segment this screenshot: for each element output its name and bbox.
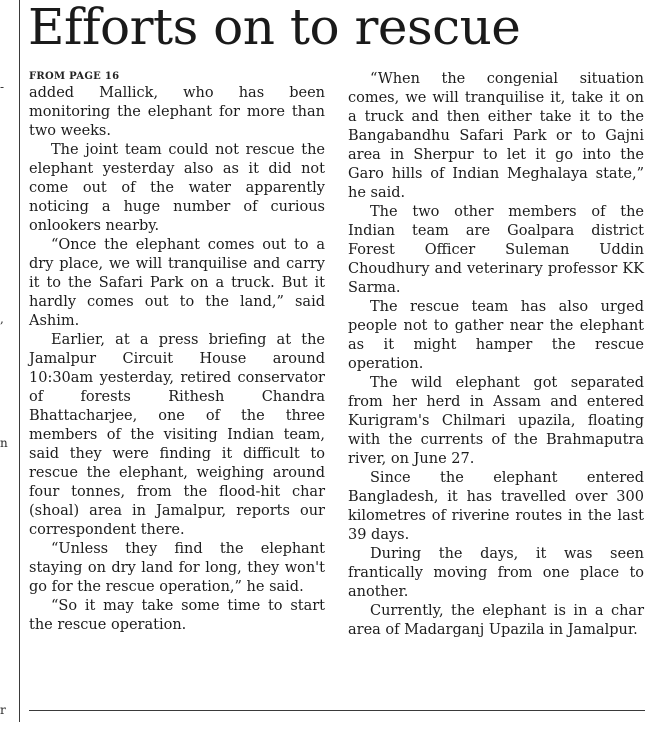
margin-text-fragment: , [0, 312, 4, 326]
paragraph: Since the elephant entered Bangladesh, it has travelled over 300 kilometres of riverine routes in the last 39 days. [348, 470, 644, 543]
paragraph: added Mallick, who has been monitoring the elephant for more than two weeks. [29, 85, 325, 139]
column-divider-rule [19, 0, 20, 722]
paragraph: The two other members of the Indian team are Goalpara district Forest Officer Suleman Uddin Choudhury and veterinary professor KK Sarma. [348, 204, 644, 296]
paragraph: Currently, the elephant is in a char area of Madarganj Upazila in Jamalpur. [348, 603, 644, 638]
paragraph: “Unless they find the elephant staying on dry land for long, they won't go for the rescue operation,” he said. [29, 541, 325, 595]
paragraph: Earlier, at a press briefing at the Jamalpur Circuit House around 10:30am yesterday, retired conservator of forests Rithesh Chandra Bhattacharjee, one of the three members of the visiting Indian team, said they were finding it difficult to rescue the elephant, weighing around four tonnes, from the flood-hit char (shoal) area in Jamalpur, reports our correspondent there. [29, 332, 325, 538]
paragraph: The wild elephant got separated from her herd in Assam and entered Kurigram's Chilmari upazila, floating with the currents of the Brahmaputra river, on June 27. [348, 375, 644, 467]
article-column-1 [29, 70, 325, 635]
article-column-2 [348, 70, 644, 640]
article-headline: Efforts on to rescue [28, 0, 521, 56]
paragraph: “Once the elephant comes out to a dry place, we will tranquilise and carry it to the Safari Park on a truck. But it hardly comes out to the land,” said Ashim. [29, 237, 325, 329]
margin-text-fragment: - [0, 80, 5, 94]
paragraph: “When the congenial situation comes, we will tranquilise it, take it on a truck and then either take it to the Bangabandhu Safari Park or to Gajni area in Sherpur to let it go into the Garo hills of Indian Meghalaya state,” he said. [348, 71, 644, 201]
dateline: FROM PAGE 16 [29, 71, 120, 82]
paragraph: The rescue team has also urged people not to gather near the elephant as it might hamper the rescue operation. [348, 299, 644, 372]
paragraph: “So it may take some time to start the rescue operation. [29, 598, 325, 633]
bottom-rule [29, 710, 645, 711]
margin-text-fragment: n [0, 436, 8, 450]
paragraph: During the days, it was seen frantically moving from one place to another. [348, 546, 644, 600]
paragraph: The joint team could not rescue the elephant yesterday also as it did not come out of the water apparently noticing a huge number of curious onlookers nearby. [29, 142, 325, 234]
margin-text-fragment: r [0, 703, 6, 717]
